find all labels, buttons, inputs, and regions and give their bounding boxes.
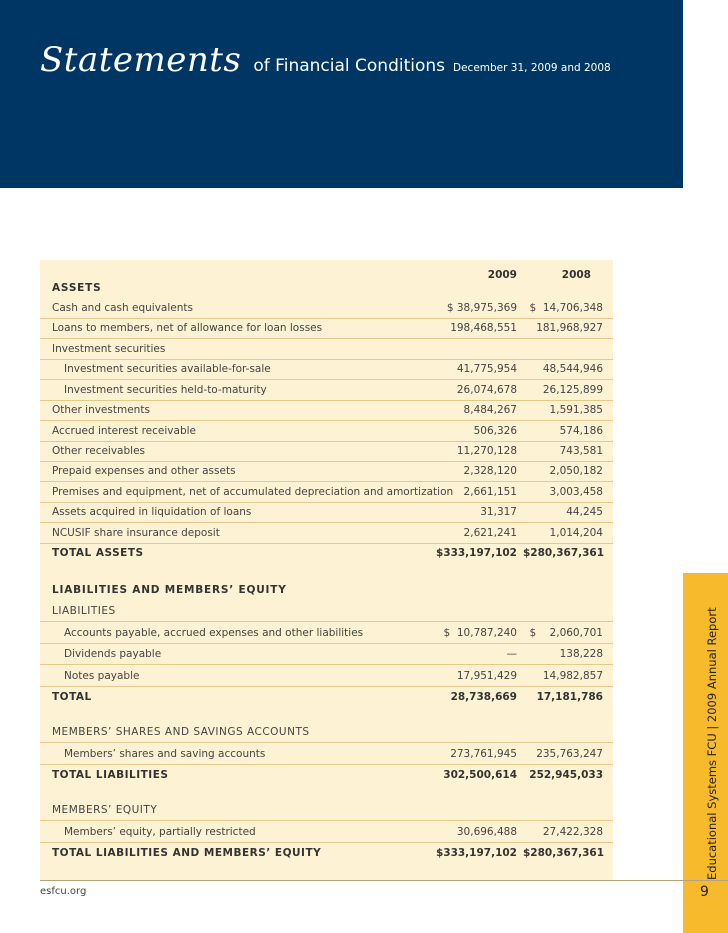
table-row: Loans to members, net of allowance for loan losses 198,468,551 181,968,927 <box>40 318 613 339</box>
table-row: Members’ shares and saving accounts 273,761,945 235,763,247 <box>40 744 613 765</box>
table-row: Other receivables 11,270,128 743,581 <box>40 441 613 462</box>
table-row: Investment securities <box>40 339 613 360</box>
financial-statement-table <box>40 260 613 880</box>
page-number: 9 <box>700 884 709 900</box>
subsection-heading: LIABILITIES <box>40 601 613 622</box>
title-date: December 31, 2009 and 2008 <box>453 62 611 74</box>
subsection-heading: MEMBERS’ EQUITY <box>40 800 613 821</box>
column-header-2009: 2009 <box>487 269 517 281</box>
table-row: Investment securities held-to-maturity 26,074,678 26,125,899 <box>40 380 613 401</box>
table-row: Cash and cash equivalents $ 38,975,369 $ 14,706,348 <box>40 298 613 319</box>
sidebar-report-title: Educational Systems FCU | 2009 Annual Report <box>705 607 719 880</box>
table-row: Accrued interest receivable 506,326 574,186 <box>40 421 613 442</box>
table-row: Premises and equipment, net of accumulated depreciation and amortization 2,661,151 3,003,458 <box>40 482 613 503</box>
table-row: Members’ equity, partially restricted 30,696,488 27,422,328 <box>40 822 613 843</box>
page-title <box>40 40 611 80</box>
section-heading-assets: ASSETS <box>52 282 102 294</box>
table-row: Other investments 8,484,267 1,591,385 <box>40 400 613 421</box>
total-row-liabilities-equity: TOTAL LIABILITIES AND MEMBERS’ EQUITY $333,197,102 $280,367,361 <box>52 847 605 859</box>
total-row-liabilities: TOTAL LIABILITIES 302,500,614 252,945,033 <box>52 769 603 781</box>
total-row-assets: TOTAL ASSETS $333,197,102 $280,367,361 <box>52 547 605 559</box>
table-row: Investment securities available-for-sale 41,775,954 48,544,946 <box>40 359 613 380</box>
section-heading-liabilities-equity: LIABILITIES AND MEMBERS’ EQUITY <box>52 584 287 596</box>
title-rest: of Financial Conditions <box>253 56 446 76</box>
title-script: Statements <box>40 40 242 80</box>
table-row: NCUSIF share insurance deposit 2,621,241 1,014,204 <box>40 523 613 544</box>
table-row: Prepaid expenses and other assets 2,328,120 2,050,182 <box>40 461 613 482</box>
total-row-liabilities-subtotal: TOTAL 28,738,669 17,181,786 <box>52 691 603 703</box>
footer-divider <box>40 880 728 881</box>
column-header-2008: 2008 <box>561 269 591 281</box>
table-row: Accounts payable, accrued expenses and other liabilities $ 10,787,240 $ 2,060,701 <box>40 623 613 644</box>
table-row: Assets acquired in liquidation of loans 31,317 44,245 <box>40 502 613 523</box>
table-row: Dividends payable — 138,228 <box>40 644 613 665</box>
table-row: Notes payable 17,951,429 14,982,857 <box>40 666 613 687</box>
footer-url: esfcu.org <box>40 886 87 897</box>
subsection-heading: MEMBERS’ SHARES AND SAVINGS ACCOUNTS <box>40 722 613 743</box>
header-banner <box>0 0 683 188</box>
